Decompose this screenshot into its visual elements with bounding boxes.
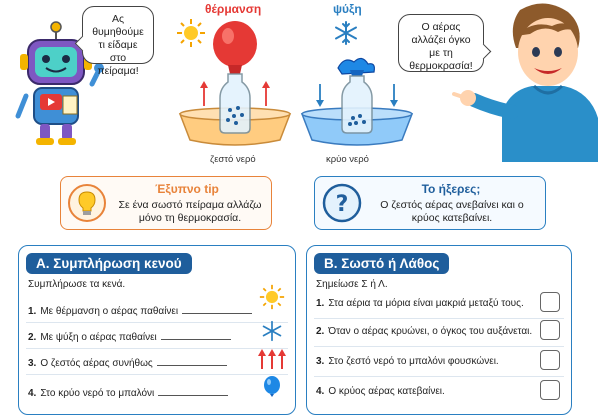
smart-tip-title: Έξυπνο tip — [155, 182, 219, 196]
item-number: 1. — [316, 298, 325, 309]
tf-checkbox-3[interactable] — [540, 350, 560, 370]
tf-checkbox-4[interactable] — [540, 380, 560, 400]
item-text: Με θέρμανση ο αέρας παθαίνει — [40, 306, 179, 317]
question-icon — [322, 183, 362, 223]
item-number: 3. — [28, 358, 37, 369]
answer-blank[interactable] — [157, 356, 227, 366]
item-number: 3. — [316, 356, 325, 367]
fill-item-3 — [28, 356, 227, 369]
section-b-instruction: Σημείωσε Σ ή Λ. — [316, 279, 388, 290]
hot-water-label: ζεστό νερό — [210, 154, 256, 165]
cooling-label: ψύξη — [333, 2, 362, 16]
hot-water-experiment — [176, 18, 294, 156]
tf-checkbox-1[interactable] — [540, 292, 560, 312]
tf-item-1 — [316, 298, 524, 309]
tf-item-3 — [316, 356, 499, 367]
tf-checkbox-2[interactable] — [540, 320, 560, 340]
did-you-know-title: Το ήξερες; — [421, 182, 481, 196]
snowflake-icon — [261, 320, 283, 342]
up-arrows-icon — [258, 348, 286, 370]
tf-item-2 — [316, 326, 532, 337]
fill-item-1 — [28, 304, 252, 317]
item-text: Με ψύξη ο αέρας παθαίνει — [40, 332, 157, 343]
item-text: Ο ζεστός αέρας συνήθως — [40, 358, 153, 369]
item-number: 1. — [28, 306, 37, 317]
item-number: 2. — [316, 326, 325, 337]
answer-blank[interactable] — [158, 386, 228, 396]
item-text: Όταν ο αέρας κρυώνει, ο όγκος του αυξάνεται. — [328, 326, 533, 337]
sun-icon — [259, 284, 285, 310]
section-a-title: Α. Συμπλήρωση κενού — [26, 253, 192, 274]
answer-blank[interactable] — [161, 330, 231, 340]
smart-tip-text: Σε ένα σωστό πείραμα αλλάζω μόνο τη θερμοκρασία. — [118, 199, 262, 224]
section-b-title: Β. Σωστό ή Λάθος — [314, 253, 449, 274]
item-text: Στο κρύο νερό το μπαλόνι — [40, 388, 155, 399]
cold-water-label: κρύο νερό — [326, 154, 369, 165]
svg-text:?: ? — [335, 192, 349, 217]
fill-item-4 — [28, 386, 228, 399]
lightbulb-icon — [67, 183, 107, 223]
item-number: 2. — [28, 332, 37, 343]
item-number: 4. — [28, 388, 37, 399]
answer-blank[interactable] — [182, 304, 252, 314]
heating-label: θέρμανση — [205, 2, 262, 16]
robot-speech-text: Ας θυμηθούμε τι είδαμε στο πείραμα! — [92, 13, 144, 77]
robot-speech-bubble — [82, 6, 154, 77]
item-text: Στο ζεστό νερό το μπαλόνι φουσκώνει. — [328, 356, 499, 367]
item-number: 4. — [316, 386, 325, 397]
item-text: Στα αέρια τα μόρια είναι μακριά μεταξύ τους. — [328, 298, 524, 309]
boy-speech-text: Ο αέρας αλλάζει όγκο με τη θερμοκρασία! — [409, 21, 473, 72]
boy-illustration — [452, 0, 600, 162]
tf-item-4 — [316, 386, 445, 397]
did-you-know-text: Ο ζεστός αέρας ανεβαίνει και ο κρύος κατεβαίνει. — [380, 199, 524, 224]
fill-item-2 — [28, 330, 231, 343]
item-text: Ο κρύος αέρας κατεβαίνει. — [328, 386, 445, 397]
section-a-instruction: Συμπλήρωσε τα κενά. — [28, 279, 126, 290]
balloon-icon — [262, 376, 282, 400]
